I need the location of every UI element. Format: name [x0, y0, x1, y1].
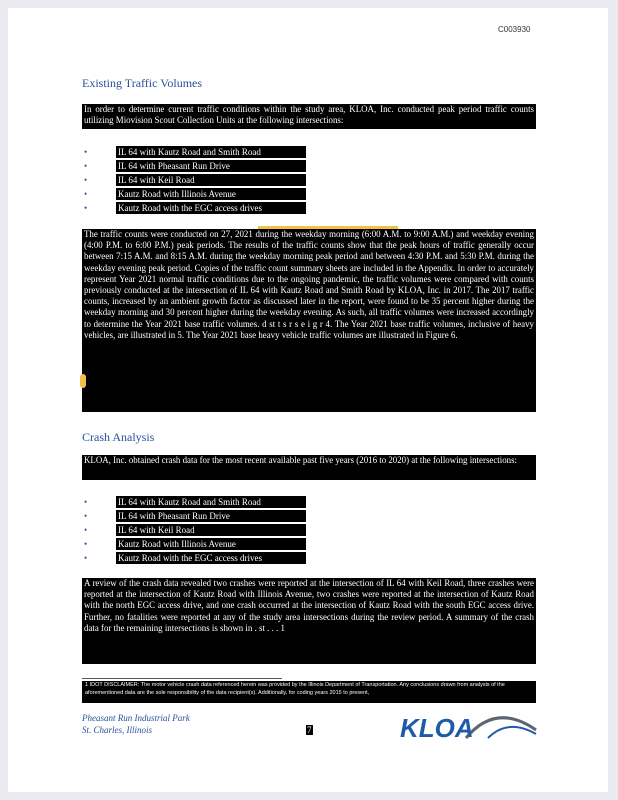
list-item: • Kautz Road with Illinois Avenue: [82, 188, 322, 202]
bullet-icon: •: [84, 203, 88, 213]
list-item: • IL 64 with Pheasant Run Drive: [82, 510, 322, 524]
footer-project-name: Pheasant Run Industrial Park: [82, 713, 190, 723]
logo-wordmark: KLOA: [400, 713, 474, 742]
footnote-divider: [82, 678, 282, 679]
traffic-counts-paragraph: The traffic counts were conducted on 27, 2021 during the weekday morning (6:00 A.M. to 9:00 A.M.) and weekday evening (4:00 P.M. to 6:00 P.M.) peak periods. The results of the traffic counts show that the peak hours of traffic generally occur between 7:15 A.M. and 8:15 A.M. during the weekday morning peak period and between 4:30 P.M. and 5:30 P.M. during the weekday evening peak period. Copies of the traffic count summary sheets are included in the Appendix. In order to accurately represent Year 2021 normal traffic conditions due to the ongoing pandemic, the traffic volumes were compared with counts previously conducted at the intersection of IL 64 with Kautz Road and Smith Road by KLOA, Inc. in 2017. The 2017 traffic counts, increased by an ambient growth factor as discussed later in the report, were found to be 35 percent higher during the weekday morning and 30 percent higher during the weekday evening. As such, all traffic volumes were increased accordingly to determine the Year 2021 base traffic volumes. d st t s r s e i g r 4. The Year 2021 base traffic volumes, inclusive of heavy vehicles, are illustrated in 5. The Year 2021 base heavy vehicle traffic volumes are illustrated in Figure 6.: [82, 229, 536, 412]
bullet-icon: •: [84, 175, 88, 185]
bullet-icon: •: [84, 511, 88, 521]
intersection-list-2: [82, 496, 322, 566]
list-item: • Kautz Road with the EGC access drives: [82, 202, 322, 216]
footnote: 1 IDOT DISCLAIMER: The motor vehicle crash data referenced herein was provided by the Illinois Department of Transportation. Any conclusions drawn from analysis of the aforementioned data are the sole responsibility of the data recipient(s). Additionally, for coding years 2015 to present,: [82, 681, 536, 703]
highlight-mark: [80, 374, 86, 388]
list-item: • Kautz Road with Illinois Avenue: [82, 538, 322, 552]
list-item: • IL 64 with Keil Road: [82, 524, 322, 538]
footer-location: St. Charles, Illinois: [82, 725, 153, 735]
bullet-icon: •: [84, 189, 88, 199]
bullet-icon: •: [84, 497, 88, 507]
list-item: • Kautz Road with the EGC access drives: [82, 552, 322, 566]
section-heading-traffic-volumes: Existing Traffic Volumes: [82, 76, 203, 90]
kloa-logo: [396, 708, 540, 742]
list-item: • IL 64 with Pheasant Run Drive: [82, 160, 322, 174]
bullet-icon: •: [84, 147, 88, 157]
document-id: C003930: [498, 25, 531, 34]
list-item: • IL 64 with Kautz Road and Smith Road: [82, 496, 322, 510]
bullet-icon: •: [84, 525, 88, 535]
intersection-list-1: [82, 146, 322, 216]
page-number: 7: [307, 725, 312, 735]
crash-findings-paragraph: A review of the crash data revealed two crashes were reported at the intersection of IL 64 with Keil Road, three crashes were reported at the intersection of Kautz Road with Illinois Avenue, two crashes were reported at the intersection of Kautz Road with the north EGC access drive, and one crash occurred at the intersection of Kautz Road with the south EGC access drive. Further, no fatalities were reported at any of the study area intersections during the review period. A summary of the crash data for the remaining intersections is shown in . st . . . 1: [82, 578, 536, 664]
traffic-intro-paragraph: In order to determine current traffic conditions within the study area, KLOA, Inc. conducted peak period traffic counts utilizing Miovision Scout Collection Units at the following intersections:: [82, 104, 536, 129]
bullet-icon: •: [84, 539, 88, 549]
bullet-icon: •: [84, 553, 88, 563]
crash-intro-paragraph: KLOA, Inc. obtained crash data for the most recent available past five years (2016 to 2020) at the following intersections:: [82, 455, 536, 480]
list-item: • IL 64 with Keil Road: [82, 174, 322, 188]
bullet-icon: •: [84, 161, 88, 171]
section-heading-crash-analysis: Crash Analysis: [82, 430, 155, 444]
list-item: • IL 64 with Kautz Road and Smith Road: [82, 146, 322, 160]
